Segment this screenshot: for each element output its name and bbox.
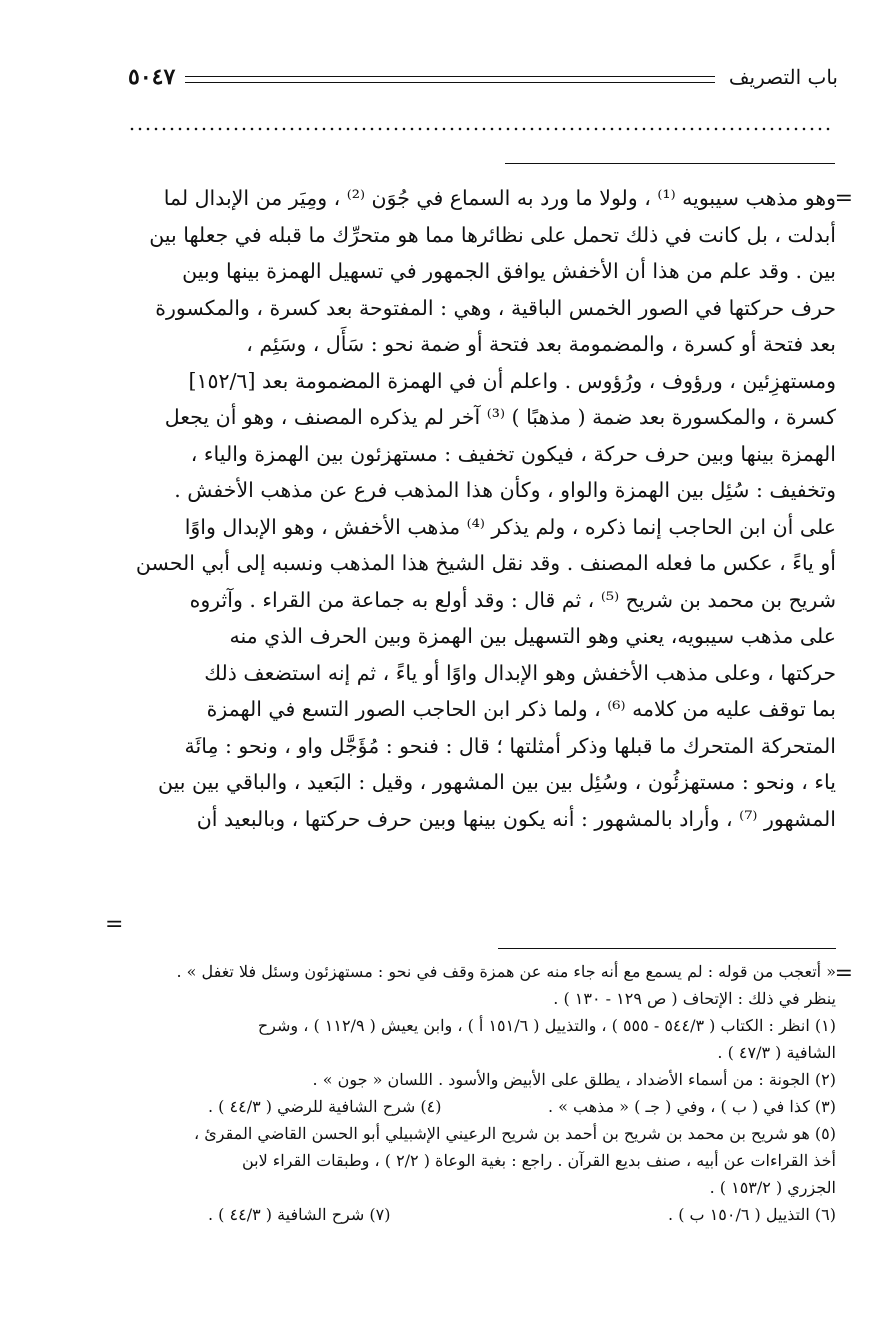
- body-line: ياء ، ونحو : مستهزئُون ، وسُئِل بين بين المشهور ، وقيل : البَعيد ، والباقي بين بين: [158, 770, 836, 794]
- body-line: بعد فتحة أو كسرة ، والمضمومة بعد فتحة أو ضمة نحو : سَأَل ، وسَئِم ،: [246, 332, 836, 356]
- footnote-row-6-7: [128, 1201, 836, 1228]
- continuation-marker-bottom: =: [105, 912, 124, 937]
- footnote-5-cont: أخذ القراءات عن أبيه ، صنف بديع القرآن . راجع : بغية الوعاة ( ٢/٢ ) ، وطبقات القراء لابن: [241, 1151, 836, 1170]
- continuation-marker-footnote: =: [834, 961, 853, 986]
- continuation-marker-top: =: [834, 186, 853, 211]
- footnote-continuation: « أتعجب من قوله : لم يسمع مع أنه جاء منه عن همزة وقف في نحو : مستهزئون وسئل فلا تغفل » .: [176, 962, 836, 981]
- footnote-rule: [498, 948, 836, 949]
- body-line: حركتها ، وعلى مذهب الأخفش وهو الإبدال واوًا أو ياءً ، ثم إنه استضعف ذلك: [204, 660, 836, 685]
- body-line: شريح بن محمد بن شريح ⁽⁵⁾ ، ثم قال : وقد أولع به جماعة من القراء . وآثروه: [189, 587, 836, 612]
- body-line: بما توقف عليه من كلامه ⁽⁶⁾ ، ولما ذكر ابن الحاجب الصور التسع في الهمزة: [206, 697, 836, 721]
- body-line: وتخفيف : سُئِل بين الهمزة والواو ، وكأن هذا المذهب فرع عن مذهب الأخفش .: [174, 478, 836, 502]
- body-line: على أن ابن الحاجب إنما ذكره ، ولم يذكر ⁽⁴⁾ مذهب الأخفش ، وهو الإبدال واوًا: [184, 514, 836, 539]
- footnotes: [128, 958, 836, 1228]
- body-line: الهمزة بينها وبين حرف حركة ، فيكون تخفيف : مستهزئون بين الهمزة والياء ،: [190, 441, 836, 466]
- header-rule: [185, 76, 715, 83]
- footnote-3: (٣) كذا في ( ب ) ، وفي ( جـ ) « مذهب » .: [548, 1097, 836, 1116]
- body-line: حرف حركتها في الصور الخمس الباقية ، وهي : المفتوحة بعد كسرة ، والمكسورة: [155, 295, 836, 320]
- body-line: أبدلت ، بل كانت في ذلك تحمل على نظائرها مما هو متحرِّك ما قبله في جعلها بين: [149, 222, 836, 247]
- dotted-separator: [128, 126, 834, 132]
- body-line: المتحركة المتحرك ما قبلها وذكر أمثلتها ؛ قال : فنحو : مُؤَجَّل واو ، ونحو : مِائَة: [184, 733, 836, 758]
- footnote-2: (٢) الجونة : من أسماء الأضداد ، يطلق على الأبيض والأسود . اللسان « جون » .: [312, 1070, 836, 1089]
- footnote-continuation: ينظر في ذلك : الإتحاف ( ص ١٢٩ - ١٣٠ ) .: [553, 989, 836, 1008]
- body-line: كسرة ، والمكسورة بعد ضمة ( مذهبًا ) ⁽³⁾ آخر لم يذكره المصنف ، وهو أن يجعل: [164, 405, 836, 429]
- top-rule: [505, 163, 835, 164]
- body-text: [128, 180, 836, 837]
- footnote-row-3-4: [128, 1093, 836, 1120]
- footnote-6: (٦) التذييل ( ١٥٠/٦ ب ) .: [668, 1205, 836, 1224]
- footnote-5: (٥) هو شريح بن محمد بن شريح بن أحمد بن شريح الرعيني الإشبيلي أبو الحسن القاضي المقرئ ،: [194, 1124, 836, 1143]
- footnote-5-cont: الجزري ( ١٥٣/٢ ) .: [709, 1178, 836, 1197]
- chapter-title: باب التصريف: [728, 65, 838, 89]
- body-line: ومستهزِئين ، ورؤوف ، ورُؤوس . واعلم أن في الهمزة المضمومة بعد [١٥٢/٦]: [188, 368, 836, 393]
- footnote-4: (٤) شرح الشافية للرضي ( ٤٤/٣ ) .: [208, 1097, 442, 1116]
- body-line: المشهور ⁽⁷⁾ ، وأراد بالمشهور : أنه يكون بينها وبين حرف حركتها ، وبالبعيد أن: [196, 806, 836, 831]
- footnote-7: (٧) شرح الشافية ( ٤٤/٣ ) .: [208, 1205, 391, 1224]
- body-line: على مذهب سيبويه، يعني وهو التسهيل بين الهمزة وبين الحرف الذي منه: [229, 624, 836, 648]
- page-number: ٥٠٤٧: [128, 64, 176, 90]
- page-header: [128, 60, 838, 94]
- body-line: وهو مذهب سيبويه ⁽¹⁾ ، ولولا ما ورد به السماع في جُوَن ⁽²⁾ ، ومِيَر من الإبدال لما: [163, 186, 836, 210]
- footnote-1: (١) انظر : الكتاب ( ٥٤٤/٣ - ٥٥٥ ) ، والتذييل ( ١٥١/٦ أ ) ، وابن يعيش ( ١١٢/٩ ) ، وشرح: [257, 1016, 836, 1035]
- footnote-1-cont: الشافية ( ٤٧/٣ ) .: [717, 1043, 836, 1062]
- body-line: أو ياءً ، عكس ما فعله المصنف . وقد نقل الشيخ هذا المذهب ونسبه إلى أبي الحسن: [135, 551, 836, 575]
- body-line: بين . وقد علم من هذا أن الأخفش يوافق الجمهور في تسهيل الهمزة بينها وبين: [182, 259, 836, 283]
